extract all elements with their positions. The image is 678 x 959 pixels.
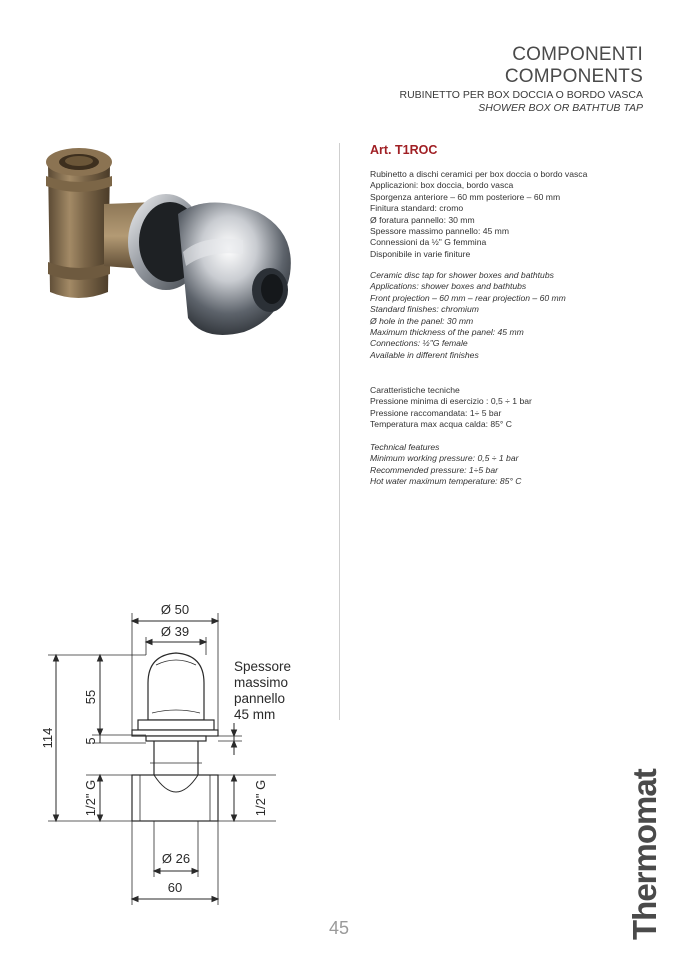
desc-en-line: Available in different finishes (370, 349, 479, 360)
page-number: 45 (328, 918, 350, 938)
desc-it-line: Connessioni da ½" G femmina (370, 237, 487, 248)
body-outline (132, 775, 218, 821)
brand-name: Thermomat (626, 769, 663, 940)
technical-drawing (40, 595, 340, 915)
stem-outline (154, 741, 198, 775)
desc-it-line: Spessore massimo pannello: 45 mm (370, 226, 509, 237)
note-line-1: Spessore (234, 659, 292, 674)
article-code: Art. T1ROC (370, 143, 438, 157)
tech-en-line: Minimum working pressure: 0,5 ÷ 1 bar (370, 453, 519, 464)
desc-en-line: Maximum thickness of the panel: 45 mm (370, 327, 524, 338)
tech-it-line: Pressione minima di esercizio : 0,5 ÷ 1 bar (370, 396, 532, 407)
tech-it-line: Pressione raccomandata: 1÷ 5 bar (370, 407, 502, 418)
desc-en-line: Standard finishes: chromium (370, 304, 479, 315)
desc-en-line: Front projection – 60 mm – rear projection – 60 mm (370, 292, 566, 303)
product-photo (38, 142, 300, 342)
desc-it-line: Applicazioni: box doccia, bordo vasca (370, 180, 514, 191)
desc-it-line: Finitura standard: cromo (370, 203, 464, 214)
desc-en-line: Applications: shower boxes and bathtubs (370, 281, 527, 292)
dim-label-g-right: 1/2" G (253, 779, 268, 817)
dim-label-50: Ø 50 (160, 602, 190, 617)
tech-en-line: Technical features (370, 442, 440, 452)
flange-outline (138, 720, 214, 730)
header-subtitle-en: SHOWER BOX OR BATHTUB TAP (478, 102, 643, 114)
technical-features-english (370, 442, 522, 488)
desc-it-line: Disponibile in varie finiture (370, 248, 471, 259)
header-subtitle-it: RUBINETTO PER BOX DOCCIA O BORDO VASCA (399, 89, 643, 101)
desc-it-line: Ø foratura pannello: 30 mm (370, 214, 475, 225)
dim-label-60: 60 (167, 880, 183, 895)
desc-en-line: Ceramic disc tap for shower boxes and bathtubs (370, 270, 554, 280)
dim-label-114: 114 (40, 727, 55, 749)
desc-en-line: Ø hole in the panel: 30 mm (370, 315, 474, 326)
dim-label-g-left: 1/2" G (83, 779, 98, 817)
description-italian (370, 169, 587, 260)
header-title-en: COMPONENTS (504, 66, 643, 87)
tech-en-line: Recommended pressure: 1÷5 bar (370, 464, 498, 475)
panel-ring-lower (146, 736, 206, 741)
tech-en-line: Hot water maximum temperature: 85° C (370, 476, 522, 487)
desc-it-line: Rubinetto a dischi ceramici per box doccia o bordo vasca (370, 169, 588, 179)
tech-it-line: Temperatura max acqua calda: 85° C (370, 419, 512, 430)
tech-it-line: Caratteristiche tecniche (370, 385, 460, 395)
technical-features-italian (370, 385, 532, 431)
dim-label-26: Ø 26 (161, 851, 191, 866)
desc-en-line: Connections: ½"G female (370, 338, 468, 349)
note-line-4: 45 mm (234, 707, 276, 722)
dim-label-55: 55 (83, 689, 98, 705)
note-line-3: pannello (234, 691, 286, 706)
header-title-it: COMPONENTI (512, 44, 643, 65)
description-english (370, 270, 566, 361)
dim-label-39: Ø 39 (160, 624, 190, 639)
brand-logo (612, 764, 672, 944)
desc-it-line: Sporgenza anteriore – 60 mm posteriore – 60 mm (370, 191, 561, 202)
dim-label-5: 5 (83, 737, 98, 745)
note-line-2: massimo (234, 675, 289, 690)
